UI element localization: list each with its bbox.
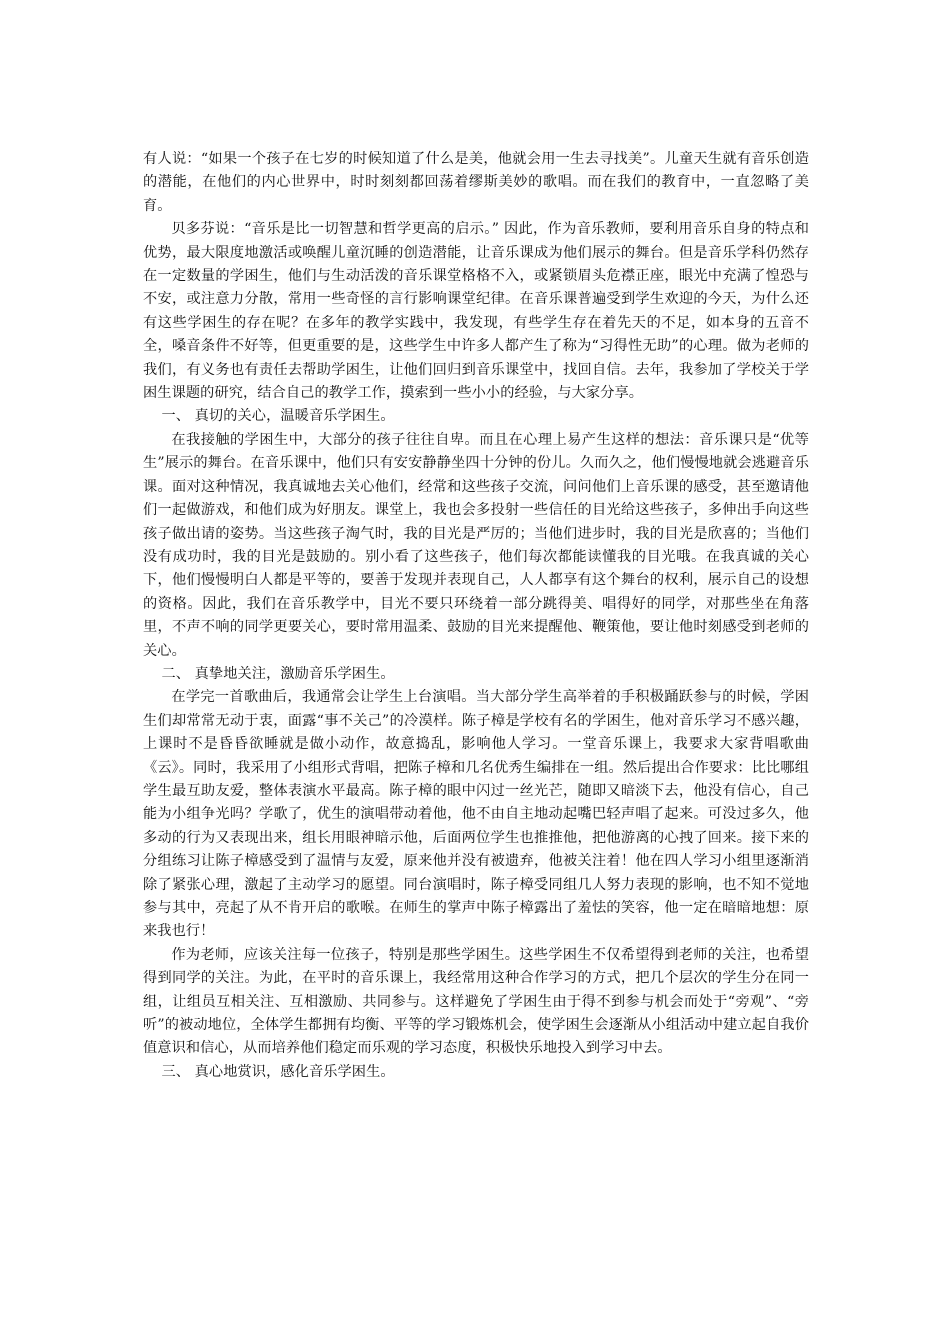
paragraph-section-1: 在我接触的学困生中，大部分的孩子往往自卑。而且在心理上易产生这样的想法：音乐课只是“优等生”展示的舞台。在音乐课中，他们只有安安静静坐四十分钟的份儿。久而久之，他们慢慢地就会逃避音乐课。面对这种情况，我真诚地去关心他们，经常和这些孩子交流，问问他们上音乐课的感受，甚至邀请他们一起做游戏，和他们成为好朋友。课堂上，我也会多投射一些信任的目光给这些孩子，多伸出手向这些孩子做出请的姿势。当这些孩子淘气时，我的目光是严厉的；当他们进步时，我的目光是欣喜的；当他们没有成功时，我的目光是鼓励的。别小看了这些孩子，他们每次都能读懂我的目光哦。在我真诚的关心下，他们慢慢明白人都是平等的，要善于发现并表现自己，人人都享有这个舞台的权利，展示自己的设想的资格。因此，我们在音乐教学中，目光不要只环绕着一部分跳得美、唱得好的同学，对那些坐在角落里，不声不响的同学更要关心，要时常用温柔、鼓励的目光来提醒他、鞭策他，要让他时刻感受到老师的关心。: [143, 431, 809, 659]
paragraph-beethoven-quote: 贝多芬说：“音乐是比一切智慧和哲学更高的启示。” 因此，作为音乐教师，要利用音乐自身的特点和优势，最大限度地激活或唤醒儿童沉睡的创造潜能，让音乐课成为他们展示的舞台。但是音乐学科仍然存在一定数量的学困生，他们与生动活泼的音乐课堂格格不入，或紧锁眉头危襟正座，眼光中充满了惶恐与不安，或注意力分散，常用一些奇怪的言行影响课堂纪律。在音乐课普遍受到学生欢迎的今天，为什么还有这些学困生的存在呢？在多年的教学实践中，我发现，有些学生存在着先天的不足，如本身的五音不全，嗓音条件不好等，但更重要的是，这些学生中许多人都产生了称为“习得性无助”的心理。做为老师的我们，有义务也有责任去帮助学困生，让他们回归到音乐课堂中，找回自信。去年，我参加了学校关于学困生课题的研究，结合自己的教学工作，摸索到一些小小的经验，与大家分享。: [143, 221, 809, 402]
paragraph-section-2-summary: 作为老师，应该关注每一位孩子，特别是那些学困生。这些学困生不仅希望得到老师的关注，也希望得到同学的关注。为此，在平时的音乐课上，我经常用这种合作学习的方式，把几个层次的学生分在同一组，让组员互相关注、互相激励、共同参与。这样避免了学困生由于得不到参与机会而处于“旁观”、“旁听”的被动地位，全体学生都拥有均衡、平等的学习锻炼机会，使学困生会逐渐从小组活动中建立起自我价值意识和信心，从而培养他们稳定而乐观的学习态度，积极快乐地投入到学习中去。: [143, 946, 809, 1057]
section-heading-2: 二、 真挚地关注，激励音乐学困生。: [161, 665, 395, 682]
section-heading-1: 一、 真切的关心，温暖音乐学困生。: [161, 408, 395, 425]
paragraph-intro: 有人说：“如果一个孩子在七岁的时候知道了什么是美，他就会用一生去寻找美”。儿童天生就有音乐创造的潜能，在他们的内心世界中，时时刻刻都回荡着缪斯美妙的歌唱。而在我们的教育中，一直忽略了美育。: [143, 151, 809, 214]
document-body: [143, 148, 809, 1084]
paragraph-section-2-story: 在学完一首歌曲后，我通常会让学生上台演唱。当大部分学生高举着的手积极踊跃参与的时候，学困生们却常常无动于衷，面露“事不关己”的冷漠样。陈子樟是学校有名的学困生，他对音乐学习不感兴趣，上课时不是昏昏欲睡就是做小动作，故意捣乱，影响他人学习。一堂音乐课上，我要求大家背唱歌曲《云》。同时，我采用了小组形式背唱，把陈子樟和几名优秀生编排在一组。然后提出合作要求：比比哪组学生最互助友爱，整体表演水平最高。陈子樟的眼中闪过一丝光芒，随即又暗淡下去，他没有信心，自己能为小组争光吗？学歌了，优生的演唱带动着他，他不由自主地动起嘴巴轻声唱了起来。可没过多久，他多动的行为又表现出来，组长用眼神暗示他，后面两位学生也推推他，把他游离的心拽了回来。接下来的分组练习让陈子樟感受到了温情与友爱，原来他并没有被遗弃，他被关注着！他在四人学习小组里逐渐消除了紧张心理，激起了主动学习的愿望。同台演唱时，陈子樟受同组几人努力表现的影响，也不知不觉地参与其中，亮起了从不肯开启的歌喉。在师生的掌声中陈子樟露出了羞怯的笑容，他一定在暗暗地想：原来我也行！: [143, 689, 809, 940]
section-heading-3: 三、 真心地赏识，感化音乐学困生。: [161, 1063, 395, 1080]
